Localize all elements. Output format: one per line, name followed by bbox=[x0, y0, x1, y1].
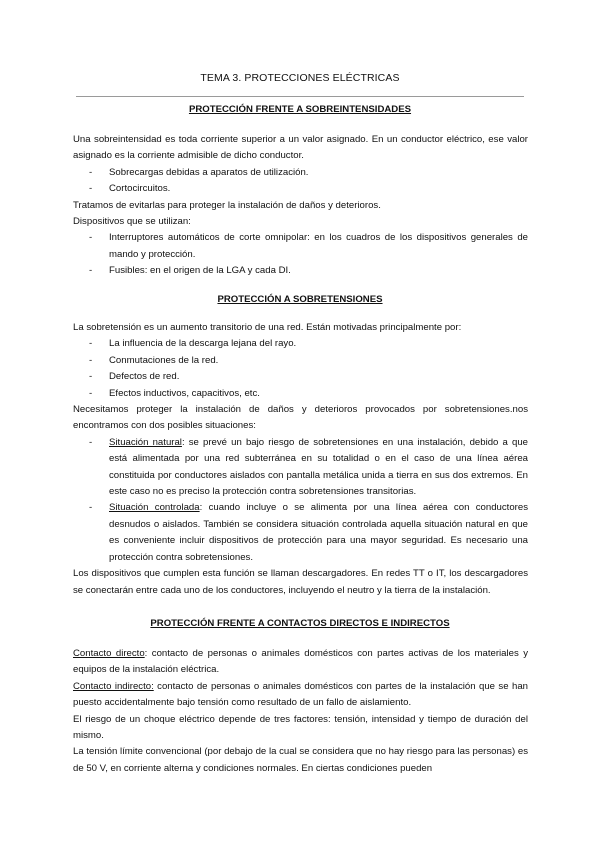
dash-bullet: - bbox=[89, 502, 93, 514]
list-item: - Conmutaciones de la red. bbox=[73, 353, 528, 369]
paragraph: Los dispositivos que cumplen esta función se llaman descargadores. En redes TT o IT, los descargadores se conectarán entre cada uno de los conductores, incluyendo el neutro y la tierra de la instalación. bbox=[73, 568, 528, 596]
dash-bullet: - bbox=[89, 166, 93, 178]
list-item: - Defectos de red. bbox=[73, 369, 528, 385]
list-item: - Interruptores automáticos de corte omnipolar: en los cuadros de los dispositivos generales de mando y protección. bbox=[89, 232, 528, 260]
dash-bullet: - bbox=[89, 371, 93, 383]
paragraph: La tensión límite convencional (por debajo de la cual se considera que no hay riesgo para las personas) es de 50 V, en corriente alterna y condiciones normales. En ciertas condiciones pueden bbox=[73, 746, 528, 774]
section-body-sobreintensidades bbox=[73, 132, 528, 280]
list-item-situacion-controlada: - Situación controlada: cuando incluye o se alimenta por una línea aérea con conductores desnudos o aislados. También se considera situación controlada aquella situación natural en que es conveniente incluir dispositivos de protección para una mayor seguridad. Es necesario una protección contra sobretensiones. bbox=[89, 502, 528, 563]
section-body-contactos bbox=[73, 646, 528, 777]
term-label: Contacto directo bbox=[73, 648, 145, 659]
dash-bullet: - bbox=[89, 354, 93, 366]
paragraph: Tratamos de evitarlas para proteger la instalación de daños y deterioros. bbox=[73, 199, 381, 211]
section-body-sobretensiones bbox=[73, 320, 528, 599]
list-item: - Sobrecargas debidas a aparatos de utilización. bbox=[73, 165, 528, 181]
paragraph: La sobretensión es un aumento transitorio de una red. Están motivadas principalmente por: bbox=[73, 322, 462, 333]
dash-bullet: - bbox=[89, 183, 93, 195]
paragraph: Contacto indirecto: contacto de personas o animales domésticos con partes de la instalación que se han puesto accidentalmente bajo tensión como resultado de un fallo de aislamiento. bbox=[73, 680, 528, 709]
dash-bullet: - bbox=[89, 338, 93, 350]
section-heading-sobreintensidades: PROTECCIÓN FRENTE A SOBREINTENSIDADES bbox=[188, 104, 412, 115]
dash-list bbox=[73, 230, 528, 279]
title-divider bbox=[76, 96, 524, 97]
dash-bullet: - bbox=[89, 387, 93, 399]
paragraph: Una sobreintensidad es toda corriente superior a un valor asignado. En un conductor eléctrico, ese valor asignado es la corriente admisible de dicho conductor. bbox=[73, 134, 528, 162]
term-label: Contacto indirecto: bbox=[73, 680, 154, 692]
list-item: - Fusibles: en el origen de la LGA y cada DI. bbox=[73, 263, 528, 279]
term-label: Situación natural bbox=[109, 436, 182, 448]
dash-bullet: - bbox=[89, 232, 93, 244]
section-heading-contactos: PROTECCIÓN FRENTE A CONTACTOS DIRECTOS E INDIRECTOS bbox=[150, 618, 450, 629]
dash-list bbox=[73, 165, 528, 198]
term-label: Situación controlada bbox=[109, 502, 200, 514]
dash-list bbox=[73, 336, 528, 402]
list-item: - Efectos inductivos, capacitivos, etc. bbox=[73, 386, 528, 402]
dash-list bbox=[73, 435, 528, 566]
list-item: - Cortocircuitos. bbox=[73, 181, 528, 197]
list-item: - La influencia de la descarga lejana del rayo. bbox=[73, 336, 528, 352]
paragraph: El riesgo de un choque eléctrico depende de tres factores: tensión, intensidad y tiempo de duración del mismo. bbox=[73, 713, 528, 742]
document-title: TEMA 3. PROTECCIONES ELÉCTRICAS bbox=[200, 72, 400, 84]
paragraph: Dispositivos que se utilizan: bbox=[73, 216, 191, 228]
paragraph: Contacto directo: contacto de personas o animales domésticos con partes activas de los materiales y equipos de la instalación eléctrica. bbox=[73, 648, 529, 676]
dash-bullet: - bbox=[89, 436, 93, 448]
paragraph: Necesitamos proteger la instalación de daños y deterioros provocados por sobretensiones.nos encontramos con dos posibles situaciones: bbox=[73, 404, 528, 432]
dash-bullet: - bbox=[89, 265, 93, 277]
section-heading-sobretensiones: PROTECCIÓN A SOBRETENSIONES bbox=[217, 294, 383, 305]
list-item-situacion-natural: - Situación natural: se prevé un bajo riesgo de sobretensiones en una instalación, debido a que está alimentada por una red subterránea en su totalidad o en el caso de una línea aérea constituida por conductores aislados con pantalla metálica unida a tierra en sus dos extremos. En este caso no es preciso la protección contra sobretensiones transitorias. bbox=[89, 436, 528, 498]
